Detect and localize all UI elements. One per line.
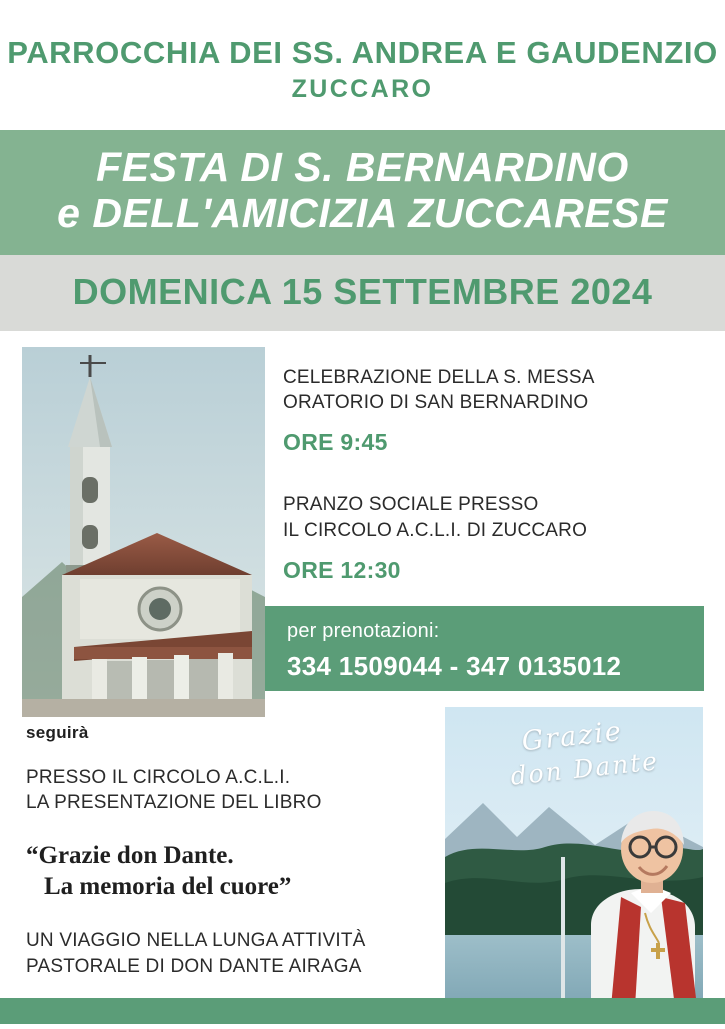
reservation-box <box>265 606 704 691</box>
book-description-line1: UN VIAGGIO NELLA LUNGA ATTIVITÀ <box>26 930 366 952</box>
book-presentation-section <box>0 707 725 1027</box>
schedule-list <box>283 365 703 585</box>
follow-up-label: seguirà <box>26 722 89 742</box>
schedule-item-2-line2: IL CIRCOLO A.C.L.I. DI ZUCCARO <box>283 519 588 541</box>
schedule-item-2-line1: PRANZO SOCIALE PRESSO <box>283 494 539 516</box>
presentation-venue-line1: PRESSO IL CIRCOLO A.C.L.I. <box>26 766 291 788</box>
schedule-item-1-time: ORE 9:45 <box>283 429 388 456</box>
schedule-item-1-line2: ORATORIO DI SAN BERNARDINO <box>283 392 589 414</box>
schedule-item-2 <box>283 492 703 584</box>
main-content <box>0 331 725 703</box>
book-title <box>26 840 436 903</box>
book-cover-script-line1: Grazie <box>520 715 625 757</box>
event-title-line2: e DELL'AMICIZIA ZUCCARESE <box>57 189 668 236</box>
reservation-label: per prenotazioni: <box>287 619 440 642</box>
schedule-item-1-line1: CELEBRAZIONE DELLA S. MESSA <box>283 366 595 388</box>
parish-title: PARROCCHIA DEI SS. ANDREA E GAUDENZIO <box>7 35 718 70</box>
book-presentation-text <box>26 723 436 1029</box>
reservation-phone-numbers: 334 1509044 - 347 0135012 <box>287 650 622 681</box>
event-date-band <box>0 255 725 331</box>
schedule-item-2-time: ORE 12:30 <box>283 557 401 584</box>
presentation-venue <box>26 765 436 816</box>
schedule-item-1 <box>283 365 703 457</box>
event-date: DOMENICA 15 SETTEMBRE 2024 <box>72 270 653 312</box>
book-title-line2: La memoria del cuore” <box>44 873 292 901</box>
event-title-banner <box>0 130 725 254</box>
book-cover-script-line2: don Dante <box>509 746 661 791</box>
event-title-line1: FESTA DI S. BERNARDINO <box>96 144 629 191</box>
footer-bar <box>0 998 725 1024</box>
poster-header <box>0 0 725 112</box>
book-description <box>26 928 436 979</box>
book-description-line2: PASTORALE DI DON DANTE AIRAGA <box>26 955 362 977</box>
book-title-line1: “Grazie don Dante. <box>26 841 234 869</box>
parish-locality: ZUCCARO <box>291 75 434 104</box>
church-photo <box>22 347 265 717</box>
book-cover-photo <box>445 707 703 1007</box>
presentation-venue-line2: LA PRESENTAZIONE DEL LIBRO <box>26 792 322 814</box>
